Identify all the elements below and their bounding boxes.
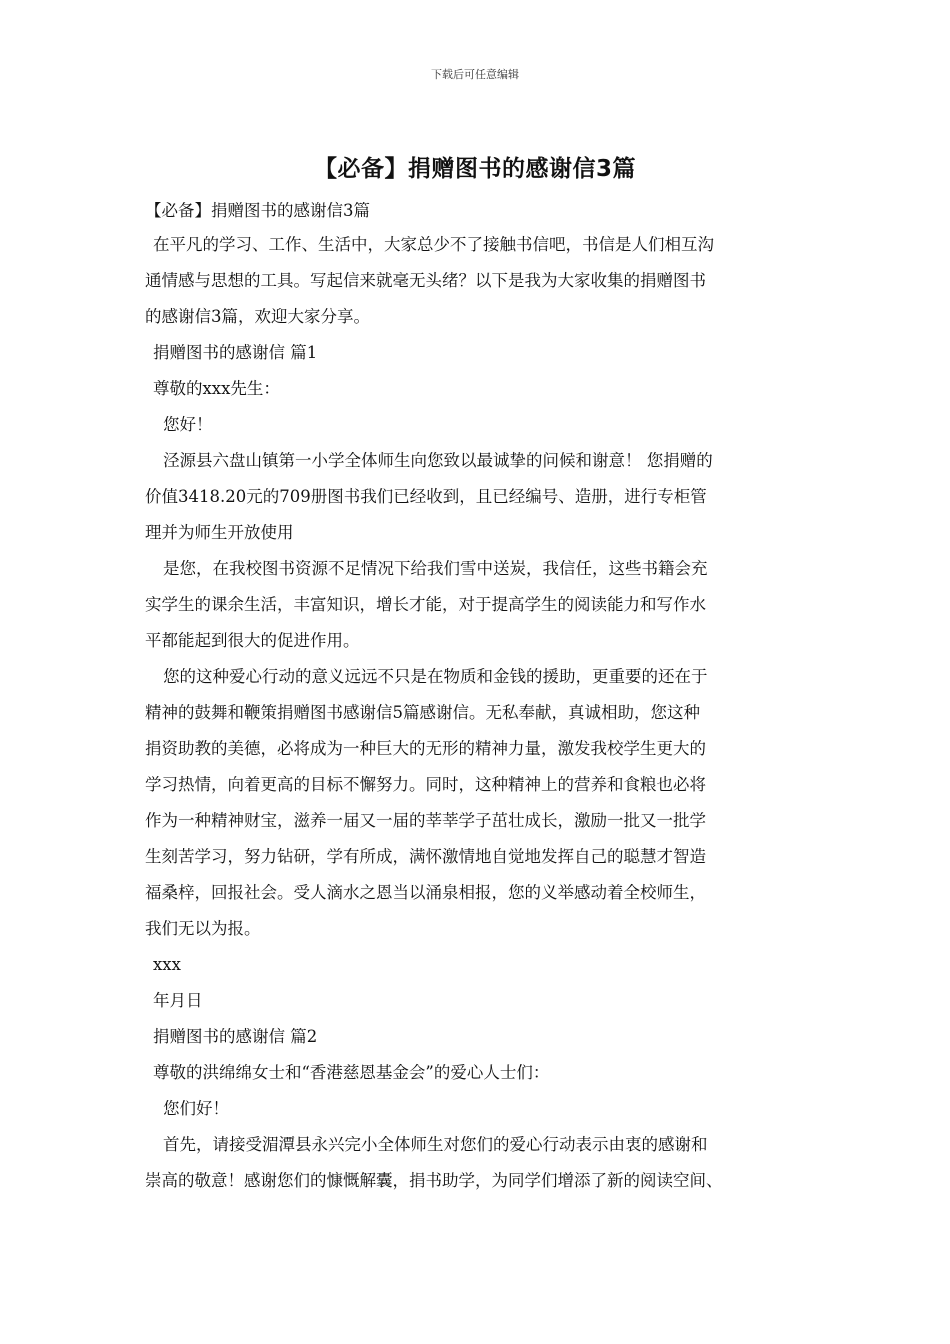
salutation: 尊敬的xxx先生： [153, 379, 280, 398]
paragraph-line: 福桑梓，回报社会。受人滴水之恩当以涌泉相报，您的义举感动着全校师生， [145, 883, 706, 902]
paragraph-line: 学习热情，向着更高的目标不懈努力。同时，这种精神上的营养和食粮也必将 [145, 775, 706, 794]
paragraph-line: 首先，请接受湄潭县永兴完小全体师生对您们的爱心行动表示由衷的感谢和 [163, 1135, 708, 1154]
salutation: 尊敬的洪绵绵女士和“香港慈恩基金会”的爱心人士们： [153, 1063, 550, 1082]
document-title: 【必备】捐赠图书的感谢信3篇 [313, 156, 636, 182]
paragraph-line: 生刻苦学习，努力钻研，学有所成，满怀激情地自觉地发挥自己的聪慧才智造 [145, 847, 706, 866]
signature: xxx [153, 955, 181, 974]
paragraph-line: 是您，在我校图书资源不足情况下给我们雪中送炭，我信任，这些书籍会充 [163, 559, 708, 578]
greeting: 您们好！ [163, 1099, 229, 1118]
document-body [145, 196, 820, 1199]
paragraph-line: 的感谢信3篇，欢迎大家分享。 [145, 307, 370, 326]
paragraph-line: 在平凡的学习、工作、生活中，大家总少不了接触书信吧，书信是人们相互沟 [153, 235, 714, 254]
paragraph-line: 我们无以为报。 [145, 919, 261, 938]
paragraph-line: 捐资助教的美德，必将成为一种巨大的无形的精神力量，激发我校学生更大的 [145, 739, 706, 758]
date-line: 年月日 [153, 991, 203, 1010]
paragraph-line: 理并为师生开放使用 [145, 523, 294, 542]
section-heading: 捐赠图书的感谢信 篇1 [153, 343, 318, 362]
header-note: 下载后可任意编辑 [431, 68, 519, 81]
paragraph-line: 实学生的课余生活，丰富知识，增长才能，对于提高学生的阅读能力和写作水 [145, 595, 706, 614]
section-heading: 捐赠图书的感谢信 篇2 [153, 1027, 318, 1046]
paragraph-line: 泾源县六盘山镇第一小学全体师生向您致以最诚挚的问候和谢意！ 您捐赠的 [163, 451, 713, 470]
greeting: 您好！ [163, 415, 213, 434]
paragraph-line: 作为一种精神财宝，滋养一届又一届的莘莘学子茁壮成长，激励一批又一批学 [145, 811, 706, 830]
paragraph-line: 精神的鼓舞和鞭策捐赠图书感谢信5篇感谢信。无私奉献，真诚相助，您这种 [145, 703, 700, 722]
paragraph-line: 您的这种爱心行动的意义远远不只是在物质和金钱的援助，更重要的还在于 [163, 667, 708, 686]
paragraph-line: 价值3418.20元的709册图书我们已经收到，且已经编号、造册，进行专柜管 [145, 487, 707, 506]
paragraph-line: 通情感与思想的工具。写起信来就毫无头绪？以下是我为大家收集的捐赠图书 [145, 271, 706, 290]
paragraph-line: 平都能起到很大的促进作用。 [145, 631, 360, 650]
paragraph-line: 崇高的敬意！感谢您们的慷慨解囊，捐书助学，为同学们增添了新的阅读空间、 [145, 1171, 723, 1190]
subtitle-line: 【必备】捐赠图书的感谢信3篇 [145, 201, 370, 220]
